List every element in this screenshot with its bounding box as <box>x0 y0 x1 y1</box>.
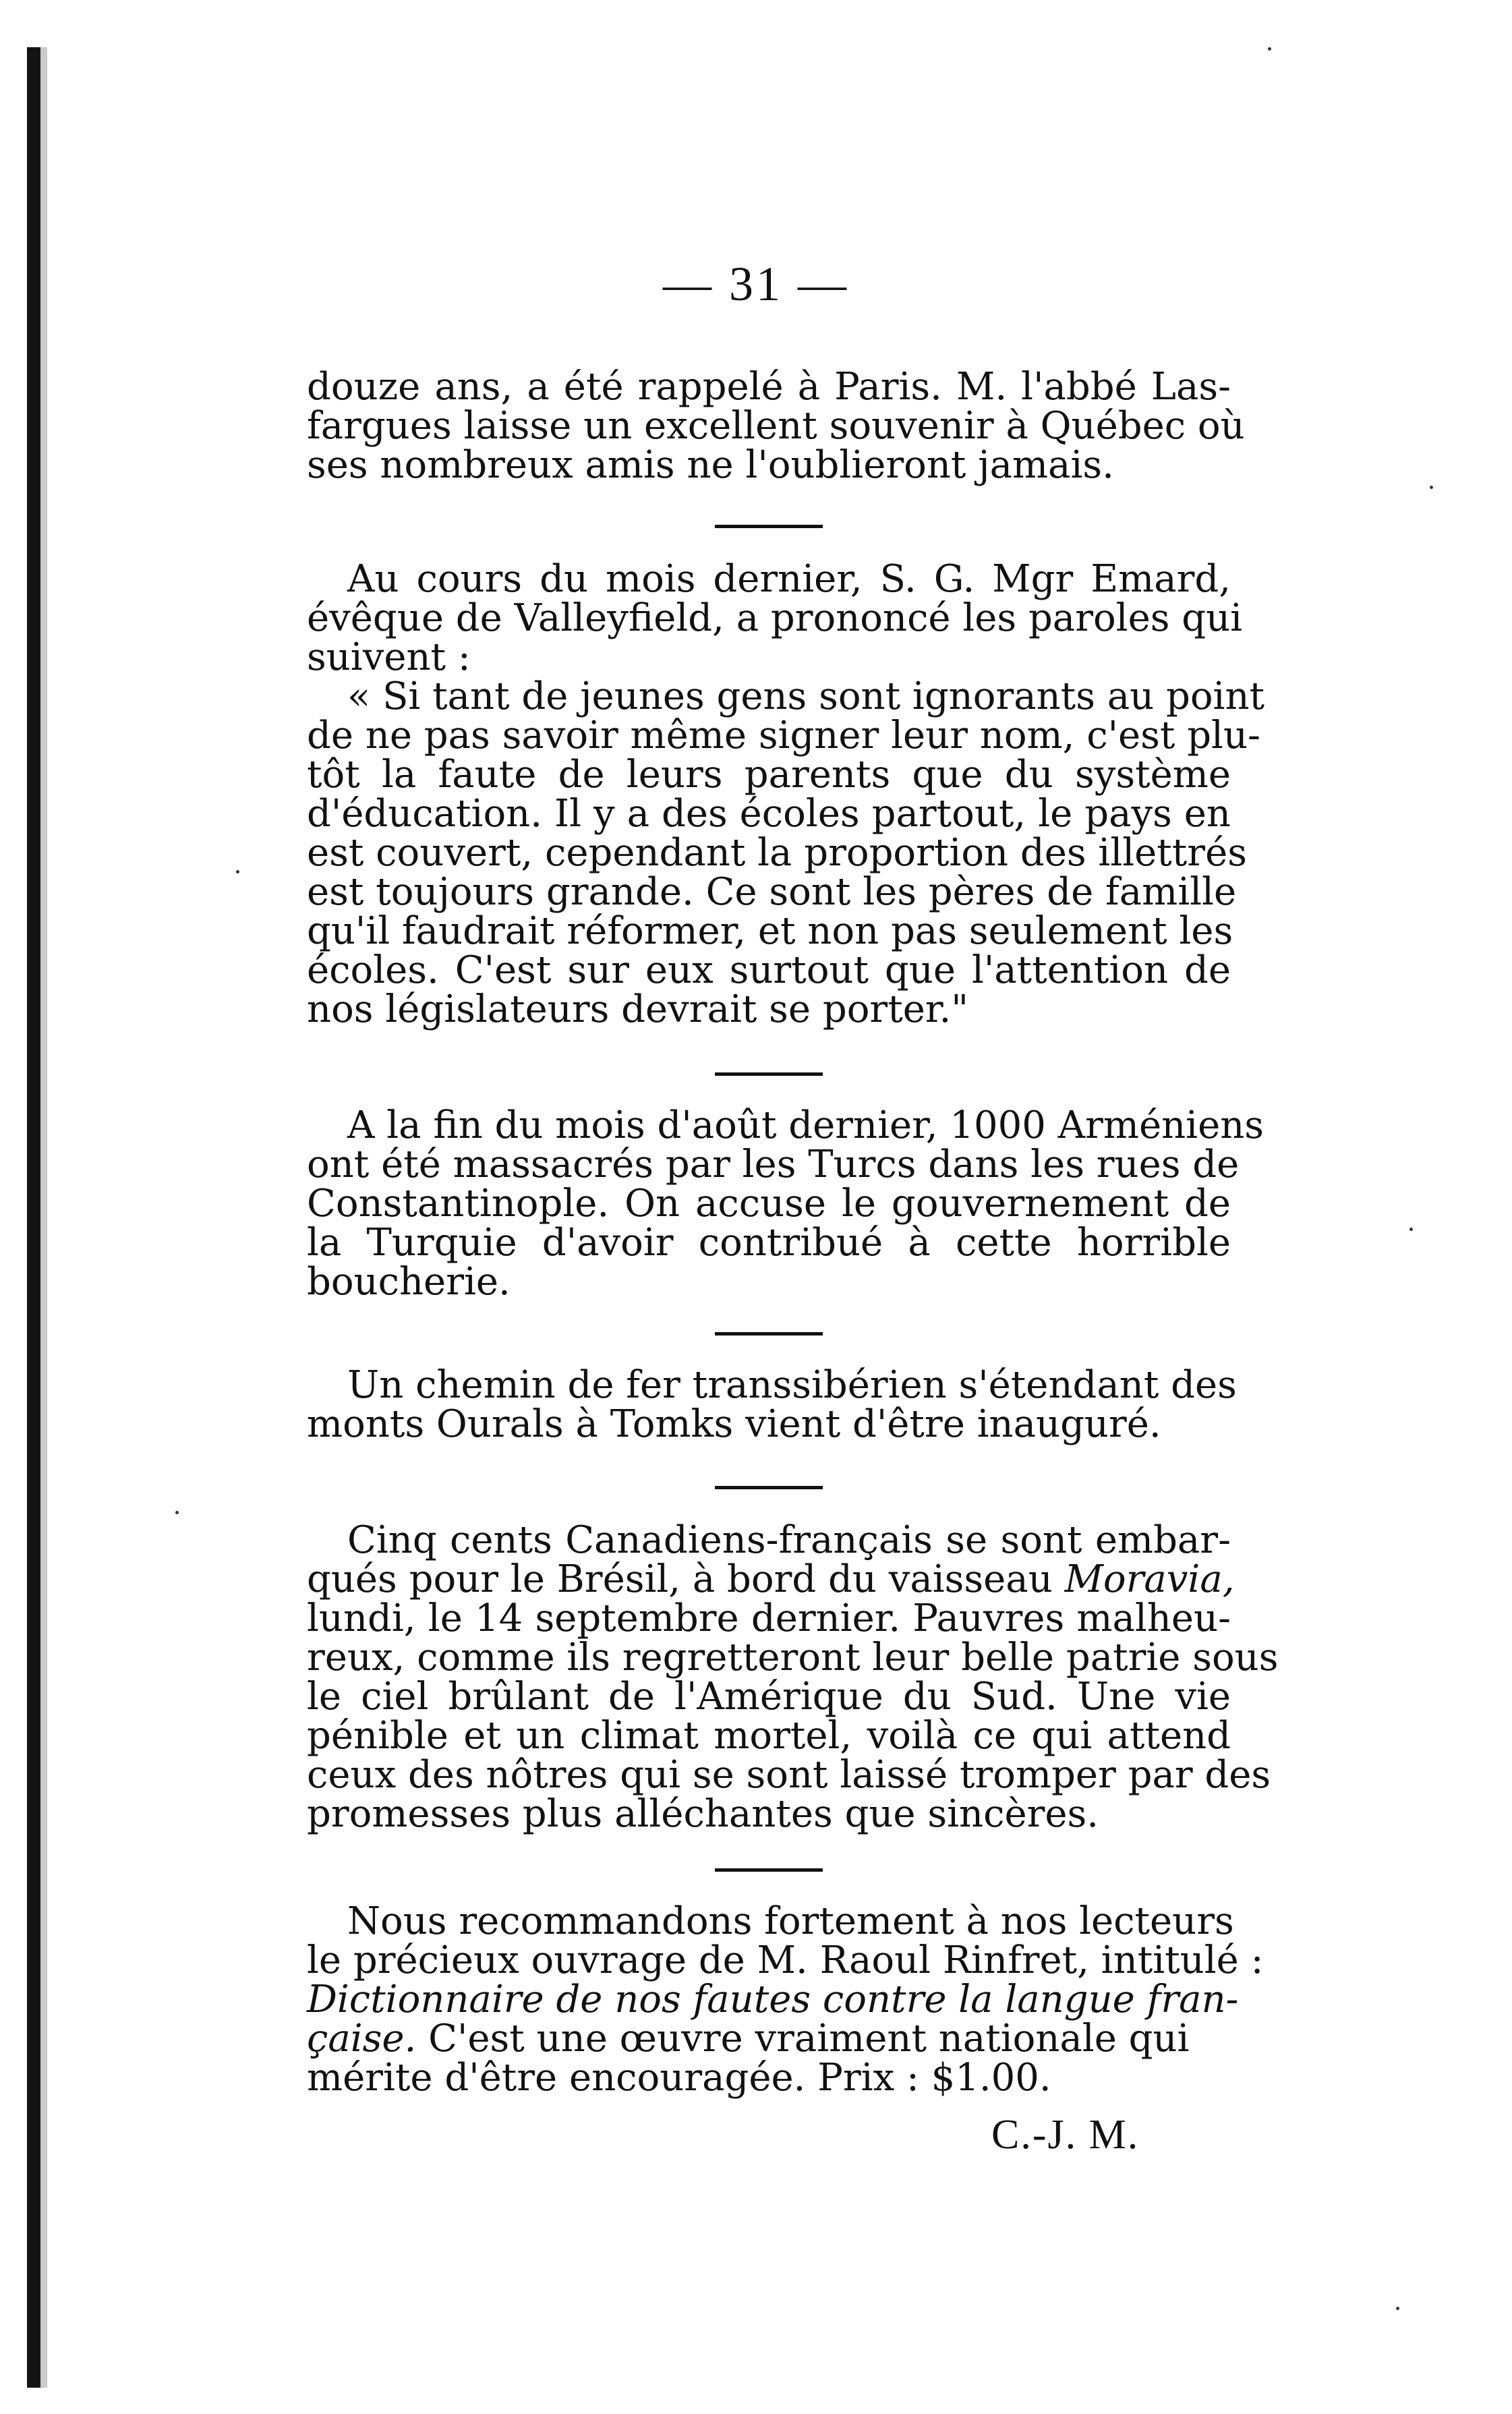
text-line: mérite d'être encouragée. Prix : $1.00. <box>307 2056 1051 2100</box>
paragraph-6 <box>307 1899 1264 2100</box>
paragraph-3 <box>307 1103 1264 1304</box>
scan-speck <box>1268 47 1271 51</box>
book-spine-shadow <box>27 47 40 2388</box>
scan-speck <box>1430 486 1433 489</box>
text-line: fargues laisse un excellent souvenir à Québec où <box>307 404 1245 448</box>
ship-name: Moravia, <box>1064 1557 1235 1601</box>
text-line: est toujours grande. Ce sont les pères de famille <box>307 870 1237 914</box>
text-line: « Si tant de jeunes gens sont ignorants au point <box>347 674 1265 718</box>
text-line: la Turquie d'avoir contribué à cette horrible <box>307 1221 1231 1265</box>
text-line <box>307 2019 1231 2059</box>
text-line: est couvert, cependant la proportion des illettrés <box>307 831 1247 875</box>
paragraph-4 <box>307 1363 1237 1446</box>
book-spine-edge <box>40 47 47 2388</box>
signature: C.-J. M. <box>991 2112 1140 2158</box>
text-line: promesses plus alléchantes que sincères. <box>307 1792 1099 1836</box>
text-line: Un chemin de fer transsibérien s'étendant des <box>347 1363 1237 1407</box>
text-line: Cinq cents Canadiens-français se sont embar- <box>347 1518 1231 1562</box>
scan-speck <box>1396 2307 1399 2310</box>
text-line: le ciel brûlant de l'Amérique du Sud. Une vie <box>307 1675 1231 1719</box>
paragraph-2 <box>307 557 1265 1031</box>
separator-rule <box>715 525 823 528</box>
text-line: évêque de Valleyfield, a prononcé les paroles qui <box>307 596 1243 640</box>
text-line: nos législateurs devrait se porter." <box>307 987 969 1031</box>
text-line <box>307 1557 1235 1601</box>
text-line: A la fin du mois d'août dernier, 1000 Arméniens <box>347 1103 1264 1147</box>
book-title-line: Dictionnaire de nos fautes contre la langue fran- <box>307 1978 1239 2021</box>
text-line: lundi, le 14 septembre dernier. Pauvres malheu- <box>307 1597 1231 1640</box>
text-line: le précieux ouvrage de M. Raoul Rinfret, intitulé : <box>307 1938 1264 1982</box>
text-line: Au cours du mois dernier, S. G. Mgr Emard, <box>347 557 1231 601</box>
separator-rule <box>715 1868 823 1872</box>
text-line: pénible et un climat mortel, voilà ce qui attend <box>307 1714 1231 1758</box>
scan-speck <box>1409 1228 1413 1231</box>
text-line: ont été massacrés par les Turcs dans les rues de <box>307 1143 1240 1186</box>
text-line: Constantinople. On accuse le gouvernement de <box>307 1182 1231 1226</box>
text-line: boucherie. <box>307 1260 511 1304</box>
text-line: écoles. C'est sur eux surtout que l'attention de <box>307 948 1231 992</box>
separator-rule <box>715 1486 823 1489</box>
text-line: tôt la faute de leurs parents que du système <box>307 753 1231 797</box>
text-line: d'éducation. Il y a des écoles partout, le pays en <box>307 792 1231 836</box>
scan-speck <box>236 870 239 873</box>
text-line-part: C'est une œuvre vraiment nationale qui <box>416 2017 1190 2061</box>
text-line-part: qués pour le Brésil, à bord du vaisseau <box>307 1557 1065 1601</box>
page-number: — 31 — <box>663 257 849 311</box>
text-line: ses nombreux amis ne l'oublieront jamais. <box>307 443 1114 487</box>
text-line: ceux des nôtres qui se sont laissé tromper par des <box>307 1753 1271 1797</box>
text-line: monts Ourals à Tomks vient d'être inauguré. <box>307 1402 1161 1446</box>
text-line: qu'il faudrait réformer, et non pas seulement les <box>307 909 1233 953</box>
separator-rule <box>715 1072 823 1076</box>
paragraph-1 <box>307 365 1245 487</box>
paragraph-5 <box>307 1518 1279 1836</box>
text-line: reux, comme ils regretteront leur belle patrie sous <box>307 1636 1279 1679</box>
scan-speck <box>175 1511 179 1514</box>
text-line: douze ans, a été rappelé à Paris. M. l'abbé Las- <box>307 365 1231 409</box>
book-title-end: çaise. <box>307 2017 417 2061</box>
separator-rule <box>715 1332 823 1335</box>
text-line: Nous recommandons fortement à nos lecteurs <box>347 1899 1234 1943</box>
text-line: suivent : <box>307 635 471 679</box>
text-line: de ne pas savoir même signer leur nom, c'est plu- <box>307 714 1260 757</box>
